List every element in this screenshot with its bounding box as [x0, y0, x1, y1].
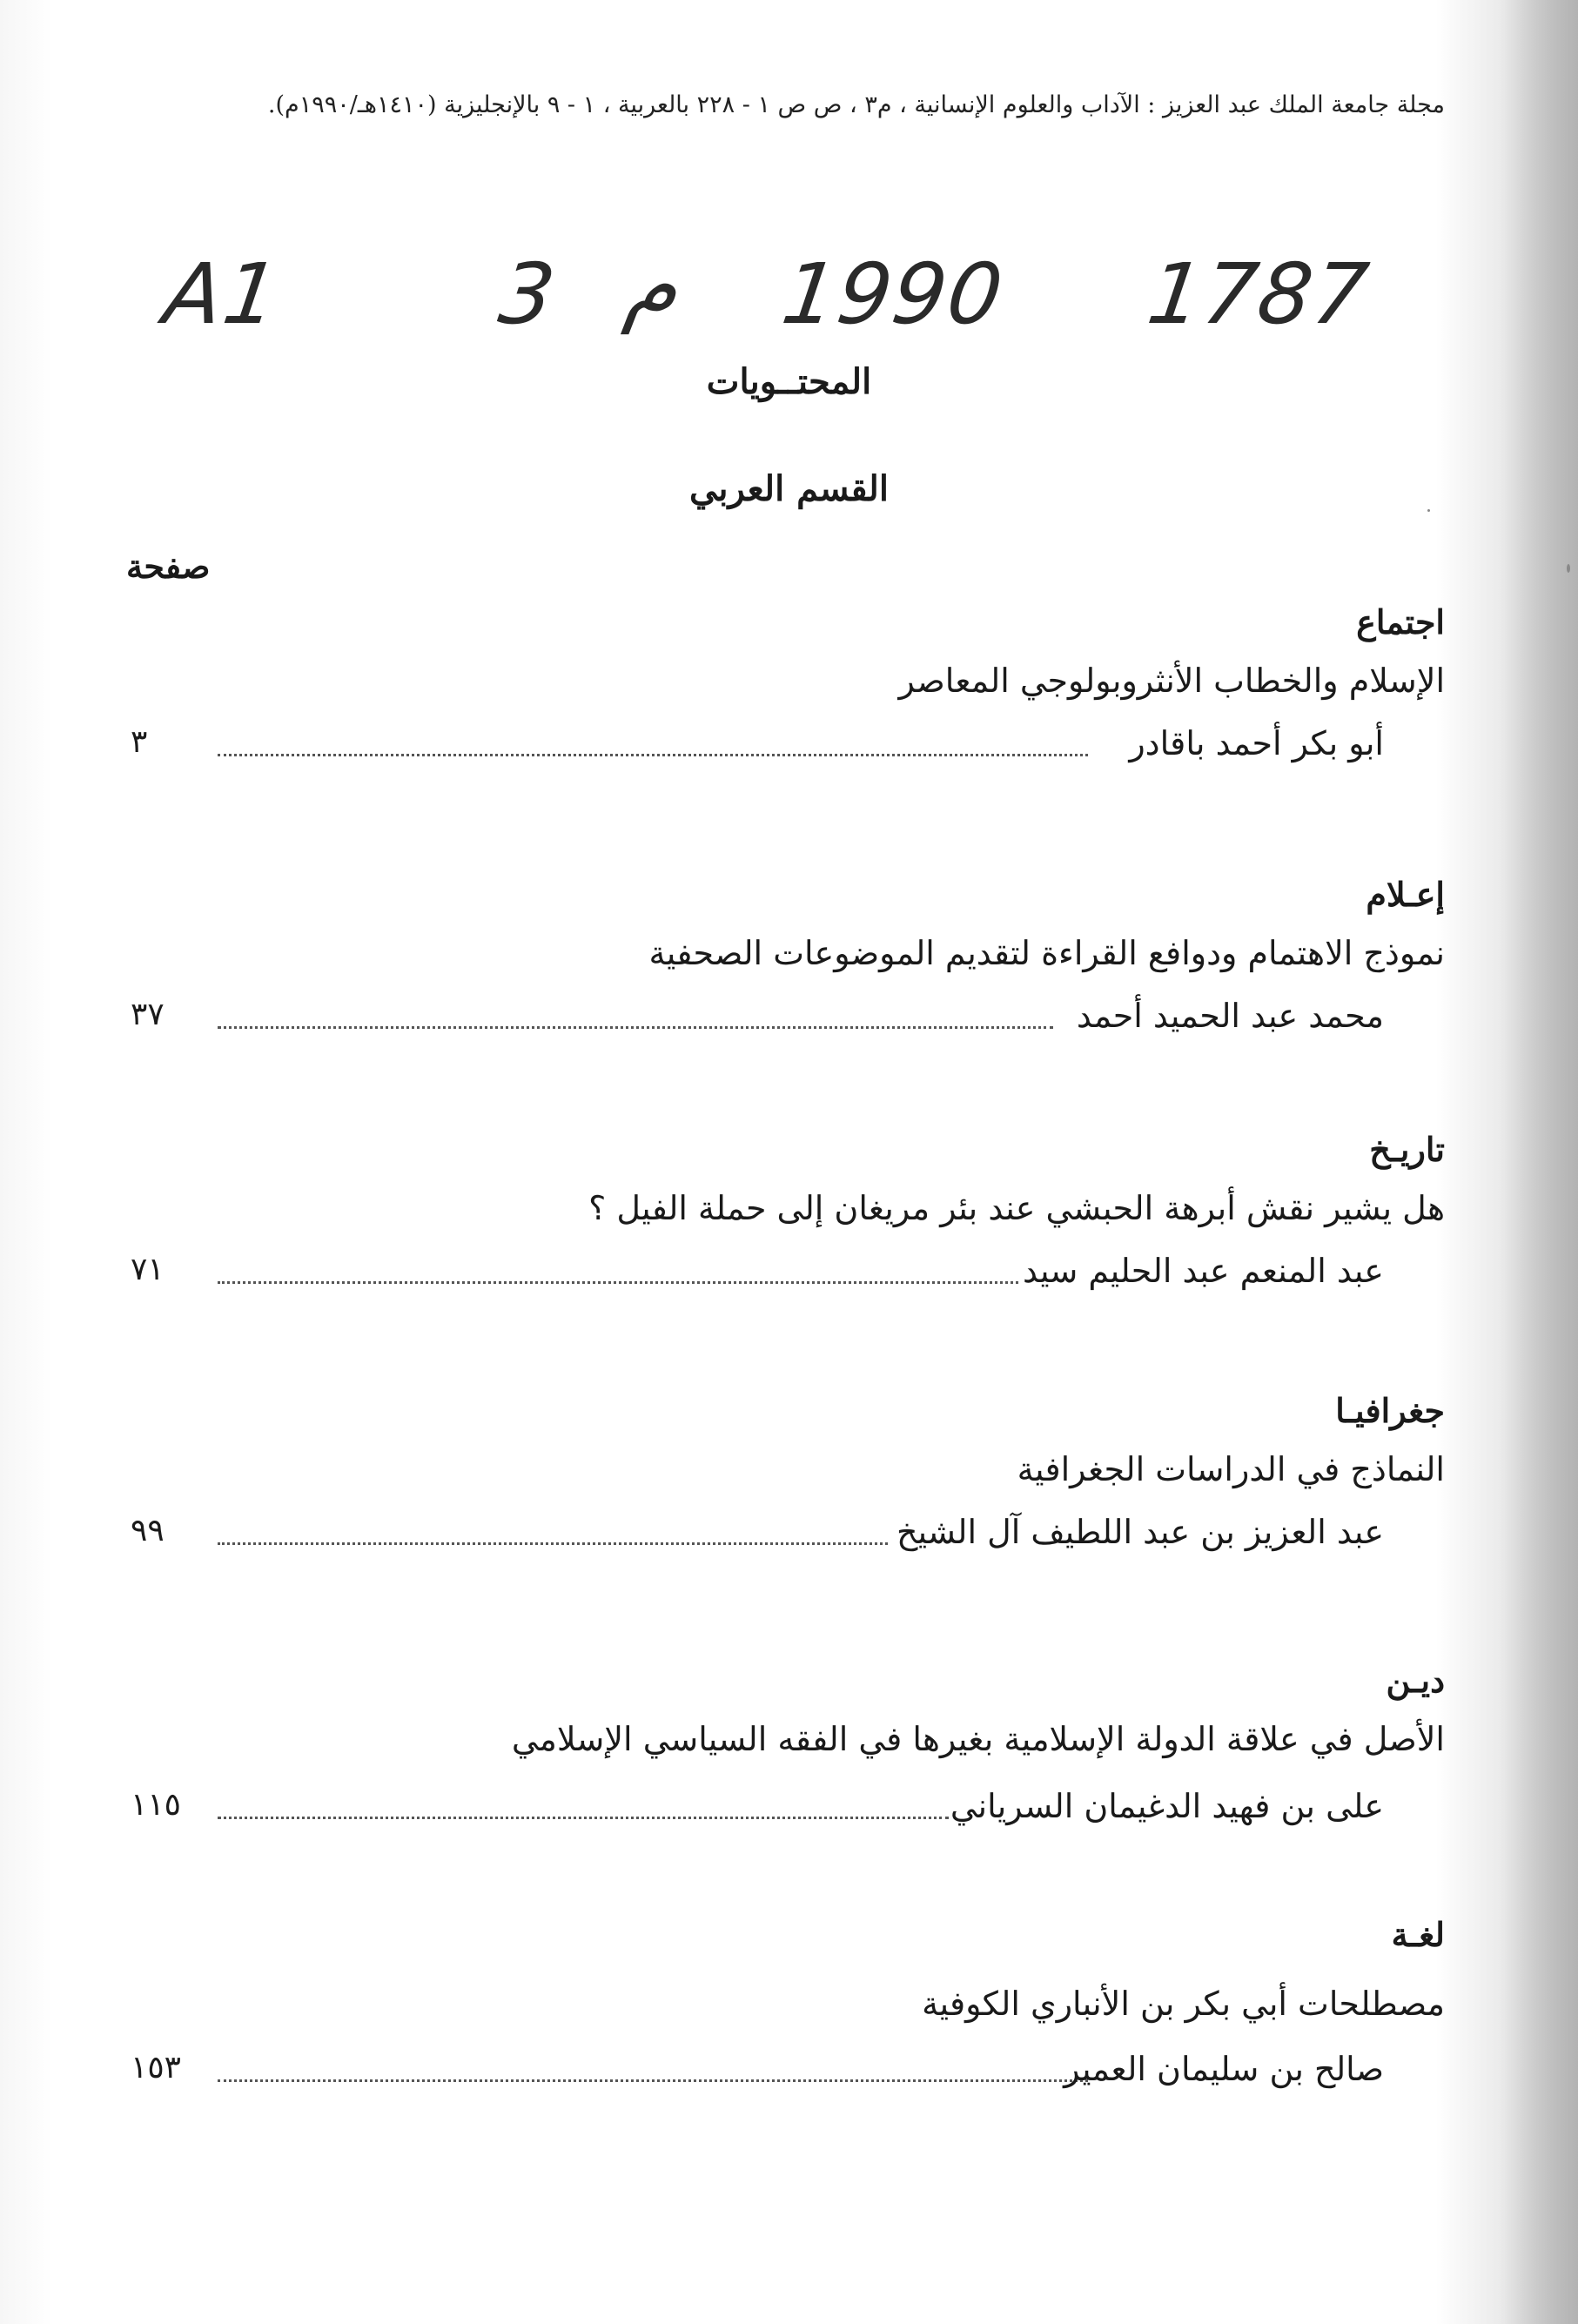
page-edge-shadow: [1500, 0, 1578, 2324]
leader-dots: [218, 2079, 1088, 2082]
entry-author: أبو بكر أحمد باقادر: [1129, 724, 1384, 762]
toc-entry: [131, 1130, 1445, 1356]
scan-speck: [1427, 509, 1430, 512]
entry-article-title: النماذج في الدراسات الجغرافية: [1017, 1450, 1445, 1488]
handwritten-letter: م: [620, 237, 686, 334]
entry-author-row: [131, 1787, 1445, 1830]
entry-author-row: [131, 724, 1445, 768]
entry-page-number: ١٥٣: [131, 2050, 182, 2086]
contents-title: المحتــويات: [706, 361, 872, 402]
handwritten-number: 1787: [1142, 245, 1376, 343]
toc-entry: [131, 1391, 1445, 1617]
entry-page-number: ٩٩: [131, 1513, 165, 1548]
leader-dots: [218, 1026, 1053, 1029]
entry-page-number: ٣٧: [131, 997, 165, 1032]
entry-author-row: [131, 997, 1445, 1040]
entry-page-number: ٣: [131, 724, 148, 760]
leader-dots: [218, 1817, 949, 1819]
entry-author: عبد العزيز بن عبد اللطيف آل الشيخ: [896, 1513, 1384, 1551]
entry-author-row: [131, 1252, 1445, 1295]
entry-category: إعـلام: [1366, 875, 1445, 914]
entry-author-row: [131, 1513, 1445, 1556]
handwritten-year: 1990: [776, 245, 1011, 343]
entry-article-title: الإسلام والخطاب الأنثروبولوجي المعاصر: [898, 662, 1445, 700]
entry-category: ديـن: [1386, 1661, 1445, 1700]
entry-article-title: مصطلحات أبي بكر بن الأنباري الكوفية: [922, 1985, 1445, 2023]
entry-article-title: الأصل في علاقة الدولة الإسلامية بغيرها في الفقه السياسي الإسلامي: [511, 1720, 1445, 1758]
toc-entry: [131, 1915, 1445, 2141]
entry-category: اجتماع: [1356, 602, 1445, 641]
entry-page-number: ٧١: [131, 1252, 165, 1287]
entry-article-title: نموذج الاهتمام ودوافع القراءة لتقديم الموضوعات الصحفية: [648, 934, 1445, 972]
entry-author: محمد عبد الحميد أحمد: [1076, 997, 1384, 1035]
scan-speck: [1567, 564, 1570, 573]
entry-page-number: ١١٥: [131, 1787, 182, 1823]
entry-author-row: [131, 2050, 1445, 2093]
entry-author: صالح بن سليمان العمير: [1064, 2050, 1384, 2088]
page-column-label: صفحة: [126, 547, 211, 586]
handwritten-code: A1: [158, 245, 286, 343]
entry-category: لغـة: [1391, 1915, 1445, 1954]
arabic-section-title: القسم العربي: [689, 468, 889, 509]
toc-entry: [131, 875, 1445, 1101]
leader-dots: [218, 1542, 888, 1545]
entry-category: جغرافيـا: [1335, 1391, 1445, 1430]
entry-author: على بن فهيد الدغيمان السرياني: [950, 1787, 1384, 1825]
leader-dots: [218, 1281, 1018, 1284]
entry-article-title: هل يشير نقش أبرهة الحبشي عند بئر مريغان إلى حملة الفيل ؟: [588, 1189, 1445, 1227]
handwritten-annotation: [157, 237, 1376, 343]
journal-citation-header: مجلة جامعة الملك عبد العزيز : الآداب والعلوم الإنسانية ، م٣ ، ص ص ١ - ٢٢٨ بالعربية ، ١ - ٩ بالإنجليزية (١٤١٠هـ/١٩٩٠م).: [267, 91, 1445, 118]
entry-author: عبد المنعم عبد الحليم سيد: [1023, 1252, 1384, 1290]
leader-dots: [218, 754, 1088, 756]
handwritten-volume: 3: [494, 245, 562, 343]
toc-entry: [131, 602, 1445, 829]
toc-entry: [131, 1661, 1445, 1887]
entry-category: تاريـخ: [1369, 1130, 1445, 1169]
